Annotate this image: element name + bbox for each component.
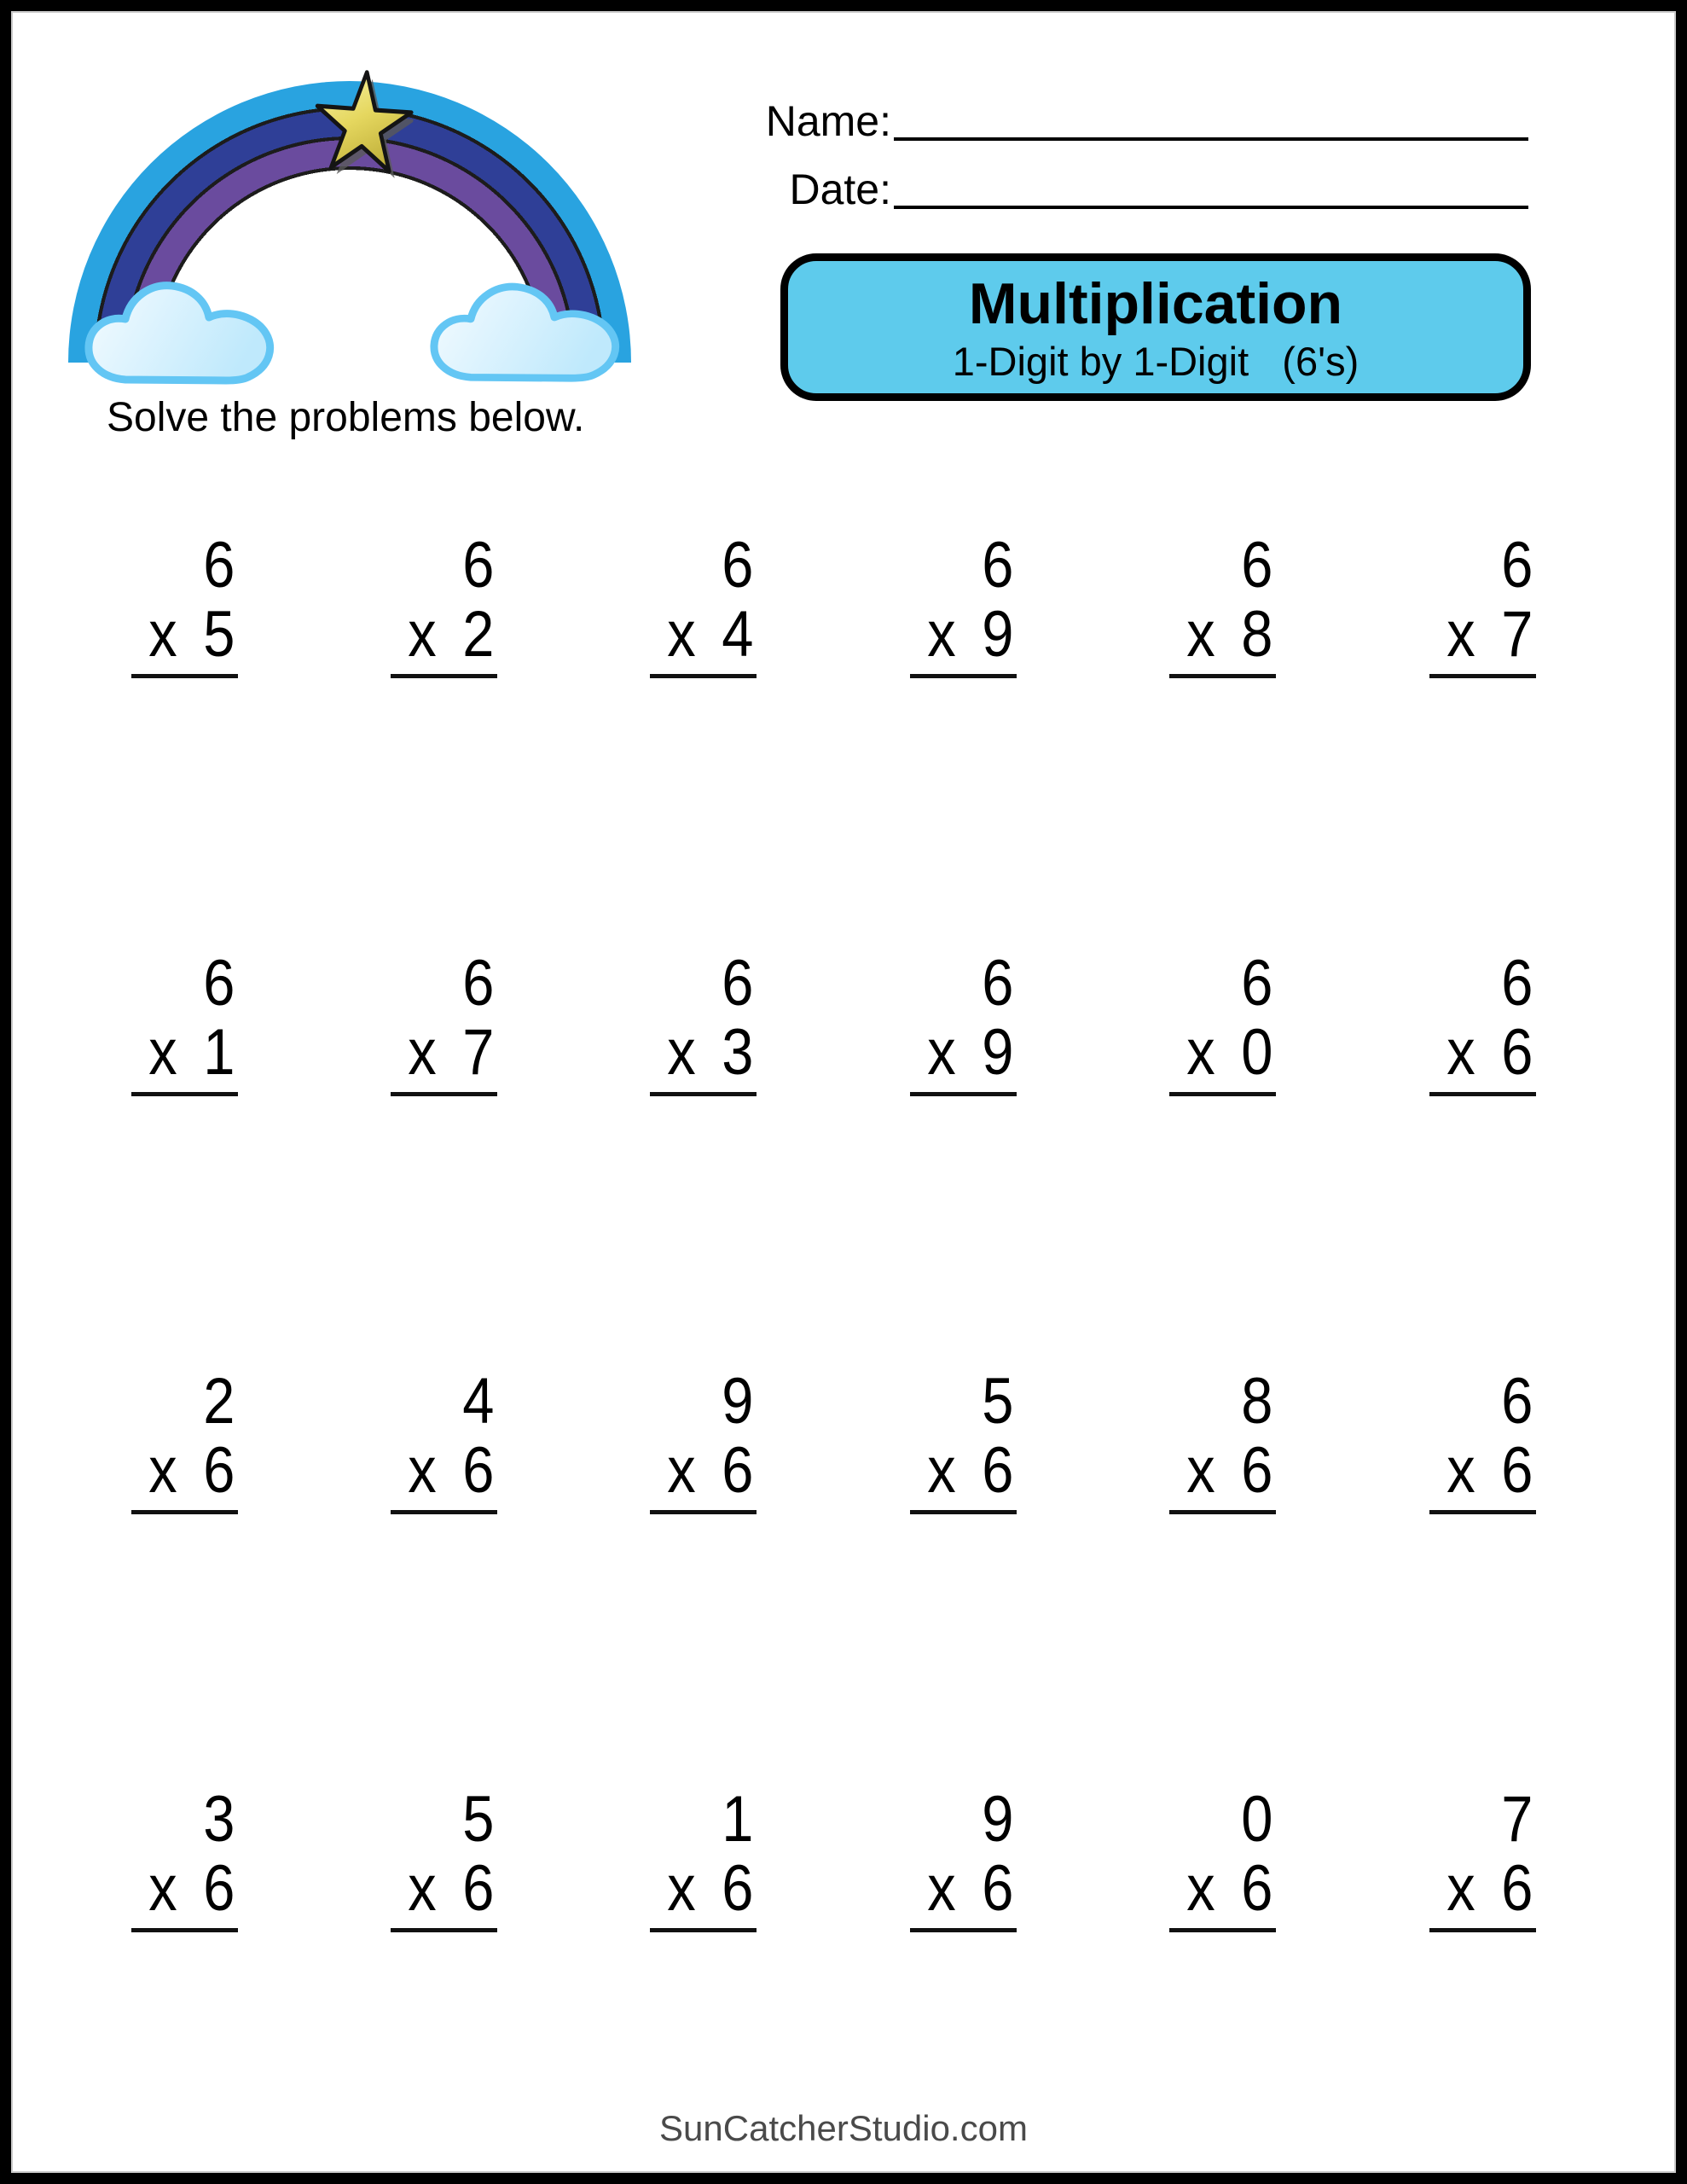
date-line [894, 206, 1528, 209]
multiply-sign: x [667, 1851, 697, 1925]
multiplicand: 9 [982, 1783, 1014, 1856]
multiplier: 6 [982, 1851, 1014, 1925]
multiplier: 3 [722, 1015, 754, 1089]
problem [1169, 1359, 1276, 1514]
problem [131, 941, 238, 1096]
problem-cell [1093, 523, 1353, 941]
problem-bottom-row [663, 597, 757, 671]
problem-bottom-row [1182, 1851, 1276, 1925]
problem [650, 523, 757, 678]
multiply-sign: x [408, 597, 437, 671]
problem [391, 1359, 497, 1514]
problem-bottom-row [144, 597, 238, 671]
multiplicand: 6 [982, 529, 1014, 601]
problem [910, 523, 1017, 678]
problem-bottom-row [1442, 1433, 1536, 1507]
title-box [780, 253, 1531, 401]
problem [910, 1359, 1017, 1514]
multiply-sign: x [408, 1851, 437, 1925]
problem-bottom-row [1442, 1015, 1536, 1089]
problem-cell [1093, 1359, 1353, 1777]
multiply-sign: x [667, 597, 697, 671]
multiplier: 6 [1241, 1851, 1273, 1925]
problem-bottom-row [1182, 1433, 1276, 1507]
multiplicand: 9 [722, 1365, 754, 1438]
problem-cell [574, 523, 833, 941]
multiply-sign: x [408, 1433, 437, 1507]
multiplicand: 6 [462, 947, 495, 1019]
multiplicand: 7 [1500, 1783, 1533, 1856]
multiplicand: 6 [202, 529, 235, 601]
multiply-sign: x [1446, 597, 1475, 671]
problem-bottom-row [663, 1433, 757, 1507]
problem [1169, 1777, 1276, 1932]
footer-site-credit: SunCatcherStudio.com [659, 2108, 1028, 2148]
multiply-sign: x [927, 1015, 956, 1089]
multiplier: 0 [1241, 1015, 1273, 1089]
problem [910, 1777, 1017, 1932]
multiplicand: 6 [1241, 529, 1273, 601]
problem [1429, 523, 1536, 678]
multiplicand: 6 [722, 529, 754, 601]
cloud-left-icon [81, 271, 294, 386]
multiplicand: 6 [1500, 1365, 1533, 1438]
problem [1429, 1359, 1536, 1514]
problem-bottom-row [1442, 597, 1536, 671]
multiplier: 6 [202, 1851, 235, 1925]
multiplier: 7 [1500, 597, 1533, 671]
problem-bottom-row [1182, 597, 1276, 671]
cloud-right-icon [426, 273, 640, 384]
multiply-sign: x [148, 1433, 177, 1507]
problem [1429, 941, 1536, 1096]
problem [650, 1777, 757, 1932]
worksheet-subtitle: 1-Digit by 1-Digit (6's) [952, 339, 1359, 384]
multiplier: 6 [462, 1433, 495, 1507]
multiplicand: 6 [982, 947, 1014, 1019]
problem-bottom-row [1442, 1851, 1536, 1925]
multiply-sign: x [1186, 1433, 1215, 1507]
date-label: Date: [789, 166, 891, 213]
problem-cell [314, 523, 573, 941]
problem-cell [833, 523, 1093, 941]
multiplier: 4 [722, 597, 754, 671]
problem-bottom-row [1182, 1015, 1276, 1089]
problem [391, 1777, 497, 1932]
multiply-sign: x [1446, 1015, 1475, 1089]
multiplier: 9 [982, 1015, 1014, 1089]
problem-cell [1093, 941, 1353, 1359]
problem-cell [1353, 1359, 1612, 1777]
problem-bottom-row [144, 1015, 238, 1089]
multiplicand: 5 [982, 1365, 1014, 1438]
multiplier: 6 [722, 1433, 754, 1507]
multiply-sign: x [1186, 1015, 1215, 1089]
problem [131, 1777, 238, 1932]
problem-cell [833, 941, 1093, 1359]
multiplicand: 6 [462, 529, 495, 601]
multiplier: 2 [462, 597, 495, 671]
multiplicand: 6 [1241, 947, 1273, 1019]
instruction-text: Solve the problems below. [107, 395, 585, 440]
rainbow-graphic [51, 47, 657, 405]
multiplicand: 3 [202, 1783, 235, 1856]
problem-cell [574, 941, 833, 1359]
multiplicand: 4 [462, 1365, 495, 1438]
problem [131, 1359, 238, 1514]
multiplicand: 6 [1500, 529, 1533, 601]
multiply-sign: x [148, 1851, 177, 1925]
problem-bottom-row [663, 1851, 757, 1925]
multiplier: 6 [202, 1433, 235, 1507]
multiply-sign: x [1446, 1851, 1475, 1925]
problem-cell [1353, 523, 1612, 941]
multiplicand: 2 [202, 1365, 235, 1438]
problem-cell [1353, 941, 1612, 1359]
multiplicand: 6 [722, 947, 754, 1019]
problem-bottom-row [403, 1433, 497, 1507]
name-line [894, 137, 1528, 141]
multiplier: 6 [1500, 1851, 1533, 1925]
problem [1169, 941, 1276, 1096]
problem-bottom-row [403, 1851, 497, 1925]
problem-cell [55, 523, 314, 941]
multiply-sign: x [927, 1433, 956, 1507]
multiplier: 8 [1241, 597, 1273, 671]
multiplicand: 6 [202, 947, 235, 1019]
multiplier: 6 [982, 1433, 1014, 1507]
problem-cell [55, 1359, 314, 1777]
problem-bottom-row [923, 1433, 1017, 1507]
problem-bottom-row [403, 597, 497, 671]
multiplier: 6 [1241, 1433, 1273, 1507]
multiplicand: 8 [1241, 1365, 1273, 1438]
multiplier: 9 [982, 597, 1014, 671]
multiplier: 6 [462, 1851, 495, 1925]
multiply-sign: x [148, 1015, 177, 1089]
problem-cell [833, 1359, 1093, 1777]
problem-cell [314, 941, 573, 1359]
multiplier: 6 [1500, 1015, 1533, 1089]
multiplier: 1 [202, 1015, 235, 1089]
multiplier: 5 [202, 597, 235, 671]
multiply-sign: x [927, 597, 956, 671]
problem-bottom-row [663, 1015, 757, 1089]
multiplicand: 1 [722, 1783, 754, 1856]
worksheet-title: Multiplication [968, 271, 1343, 336]
multiplier: 6 [1500, 1433, 1533, 1507]
multiply-sign: x [408, 1015, 437, 1089]
problem [1169, 523, 1276, 678]
problem-cell [314, 1359, 573, 1777]
problem [391, 523, 497, 678]
star-icon [310, 67, 417, 181]
multiply-sign: x [927, 1851, 956, 1925]
problem [650, 1359, 757, 1514]
problem-bottom-row [923, 597, 1017, 671]
multiply-sign: x [667, 1433, 697, 1507]
name-label: Name: [765, 97, 891, 145]
multiply-sign: x [1186, 597, 1215, 671]
problem [650, 941, 757, 1096]
problems-grid [55, 523, 1612, 2184]
problem-cell [55, 941, 314, 1359]
multiplier: 6 [722, 1851, 754, 1925]
multiplicand: 5 [462, 1783, 495, 1856]
problem [391, 941, 497, 1096]
multiply-sign: x [667, 1015, 697, 1089]
multiply-sign: x [1186, 1851, 1215, 1925]
problem [910, 941, 1017, 1096]
multiply-sign: x [148, 597, 177, 671]
problem-bottom-row [403, 1015, 497, 1089]
problem-cell [574, 1359, 833, 1777]
problem-bottom-row [144, 1851, 238, 1925]
problem [1429, 1777, 1536, 1932]
problem-bottom-row [923, 1015, 1017, 1089]
multiplicand: 6 [1500, 947, 1533, 1019]
problem-bottom-row [144, 1433, 238, 1507]
multiplicand: 0 [1241, 1783, 1273, 1856]
multiply-sign: x [1446, 1433, 1475, 1507]
multiplier: 7 [462, 1015, 495, 1089]
problem [131, 523, 238, 678]
problem-bottom-row [923, 1851, 1017, 1925]
